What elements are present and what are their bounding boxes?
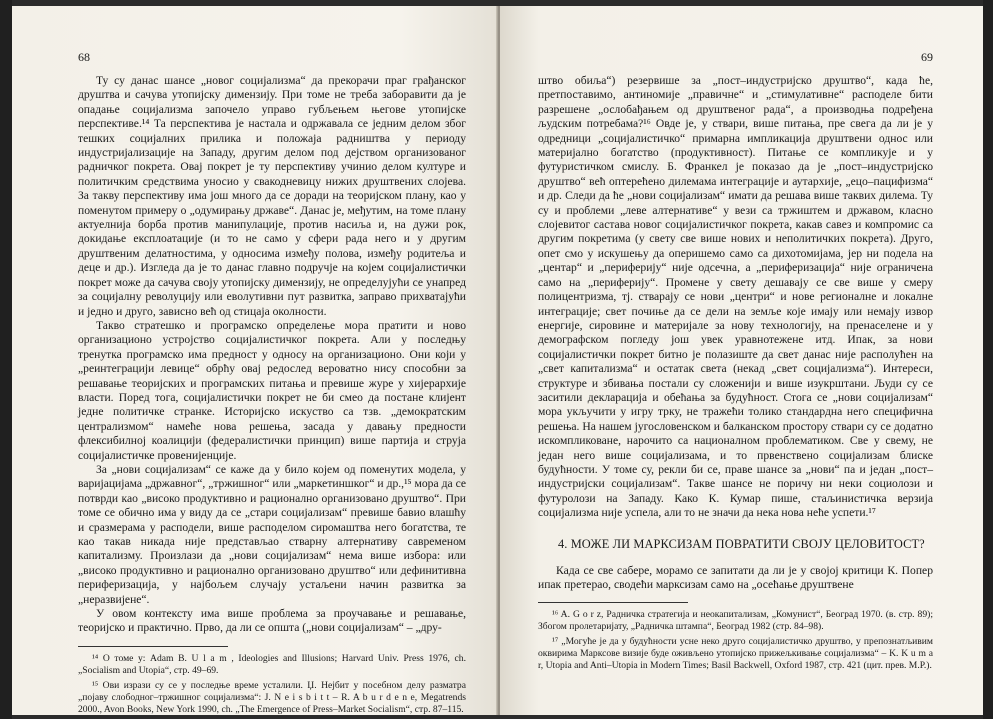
right-page: [500, 6, 983, 715]
footnote: ¹⁴ О томе у: Adam B. U l a m , Ideologies and Illusions; Harvard Univ. Press 1976, ch. „Socialism and Utopia“, стр. 49–69.: [78, 652, 466, 676]
footnote: ¹⁷ „Могуће је да у будућности усне неко друго социјалистичко друштво, у препознатљивим оквирима Марксове визије буде оживљено утопијско прижељкивање социјализма“ – K. K u m a r, Utopia and Anti–Utopia in Modern Times; Basil Backwell, Oxford 1987, стр. 421 (цит. прев. М.Р.).: [538, 636, 933, 672]
body-text: [78, 74, 466, 636]
paragraph: Ту су данас шансе „новог социјализма“ да прекорачи праг грађанског друштва и сачува утопијску димензију. При томе не треба заборавити да је опадање социјализма започело управо губљењем његове утопијске перспективе.¹⁴ Та перспектива је настала и одржавала се једним делом због тешких социјалних прилика и положаја радништва у периоду индустријализације на Западу, другим делом под дејством организованог радничког покрета. Овај покрет је ту перспективу учинио делом културе и политичким средствима уносио у свакодневицу нижих друштвених слојева. За такву перспективу има још много да се доради на теоријском плану, као у поменутом примеру о „одумирању државе“. Данас је, међутим, на томе плану актуелнија борба против манипулације, против насиља и, на дужи рок, докидање експлоатације (и то не само у сфери рада него и у другим друштвеним делатностима, у односима између полова, између родитеља и деце и др.). Изгледа да је то данас главно подручје на којем социјалистички покрет може да сачува своју утопијску димензију, не определујући се унапред за социјалну револуцију или еволутивни пут развитка, заправо прихватајући и једно и друго, зависно већ од стицаја околности.: [78, 74, 466, 318]
footnote: ¹⁵ Ови изрази су се у последње време усталили. Џ. Нејбит у посебном делу разматра „појаву слободног–тржишног социјализма“: J. N e i s b i t t – R. A b u r d e n e, Megatrends 2000., Avon Books, New York 1990, ch. „The Emergence of Press–Market Socialism“, стр. 87–115.: [78, 679, 466, 715]
section-heading: 4. МОЖЕ ЛИ МАРКСИЗАМ ПОВРАТИТИ СВОЈУ ЦЕЛОВИТОСТ?: [558, 536, 925, 551]
footnote-divider: [538, 602, 688, 603]
page-number: 69: [921, 50, 933, 64]
footnote: ¹⁶ A. G o r z, Радничка стратегија и неокапитализам, „Комунист“, Београд 1970. (в. стр. 89); Збогом пролетаријату, „Радничка штампа“, Београд 1982 (стр. 84–98).: [538, 609, 933, 633]
body-text: [538, 74, 933, 521]
body-text: [538, 564, 933, 593]
page-number: 68: [78, 50, 90, 64]
paragraph: У овом контексту има више проблема за проучавање и решавање, теоријско и практично. Прво, да ли се општа („нови социјализам“ – „дру-: [78, 607, 466, 635]
left-page: [12, 6, 498, 715]
paragraph: За „нови социјализам“ се каже да у било којем од поменутих модела, у варијацијама „државног“, „тржишног“ или „маркетиншког“ и др.,¹⁵ мора да се потврди као „високо продуктивно и рационално организовано друштво“. При томе се обично има у виду да се „стари социјализам“ превише бавио влашћу и сразмерама у расподели, више расподелом сиромаштва него богатства, те као такав никада није представљао стварну алтернативу савременом капитализму. Произлази да „нови социјализам“ нема више избора: или „високо продуктивно и рационално организовано друштво“ или дефинитивна периферизација, у најбољем случају устаљени начин развитка за „неразвијене“.: [78, 462, 466, 606]
book-edge-left: [0, 0, 12, 719]
book-edge-right: [983, 0, 993, 719]
paragraph: Такво стратешко и програмско определење мора пратити и ново организационо устројство социјалистичког покрета. Али у последњу тренутка програмско има предност у односу на организационо. Они који у „реинтеграцији левице“ обрћу овај редослед вероватно нису способни за решавање теоријских и програмских питања и превише журе у хијерархије власти. Поред тога, социјалистички покрет не би смео да постане клијент једне политичке странке. Историјско искуство са тзв. „демократским централизмом“ намеће нова решења, засада у давању предности флексибилној коалицији (федералистички принцип) више партија и струја социјалистичке провенијенције.: [78, 318, 466, 462]
paragraph: штво обиља“) резервише за „пост–индустријско друштво“, када ће, претпоставимо, антиномије „правичне“ и „стимулативне“ расподеле бити разрешене „ослобађањем од друштвеног рада“, а производња подређена људским потребама?¹⁶ Овде је, у ствари, више питања, пре свега да ли је у одредници „социјалистичко“ примарна импликација друштвени однос или материјално богатство (продуктивност). Питање се компликује и у футуристичком смислу. Б. Франкел је показао да је „пост–индустријско друштво“ већ оптерећено дилемама интеграције и аутархије, „ецо–пацифизма“ и др. Следи да ће „нови социјализам“ имати да решава више таквих дилема. Ту су и проблеми „леве алтернативе“ у вези са тржиштем и државом, класно слојевитог састава новог социјалистичког покрета, какав савез и компромис са другим покретима (у свету све више нових и неполитичких покрета). Друго, опет смо у искушењу да оперишемо само са дихотомијама, јер ни подела на „центар“ и „периферију“ није одсечна, а „периферизација“ није ограничена само на „периферију“. Промене у свету дешавају се све више у смеру полицентризма, тј. стварају се нови „центри“ и нове регионалне и локалне интеграције; свет почиње да се дели на земље које имају или немају извор енергије, сировине и материјале за нову технологију, на пренаселене и у демографском погледу још увек уравнотежене итд. Ипак, за нови социјалистички покрет битно је полазиште да свет данас није располућен на „свет капитализма“ и остатак света (некад „свет социјализма“). Интереси, структуре и збивања постали су сложенији и више изукрштани. Људи су се заситили декларација и обећања за будућност. Стога се „нови социјализам“ мора укључити у игру трку, не тражећи толико стандардна него специфична решења. На нашем југословенском и балканском простору ствари су се додатно искомпликоване, нарочито са националном проблематиком. Све у свему, не један него више социјализама, и то првенствено социјализам блиске будућности. У томе су, рекли би се, праве шансе за „нови“ па и један „пост–индустријски социјализам“. Такве шансе не поричу ни неки социолози и футуролози на Западу. Како К. Кумар пише, стаљинистичка верзија социјализма није успела, али то не значи да нека нова неће успети.¹⁷: [538, 74, 933, 520]
footnote-divider: [78, 646, 228, 647]
paragraph: Када се све сабере, морамо се запитати да ли је у својој критици К. Попер ипак претерао, сводећи марксизам само на „осећање друштвене: [538, 563, 933, 591]
